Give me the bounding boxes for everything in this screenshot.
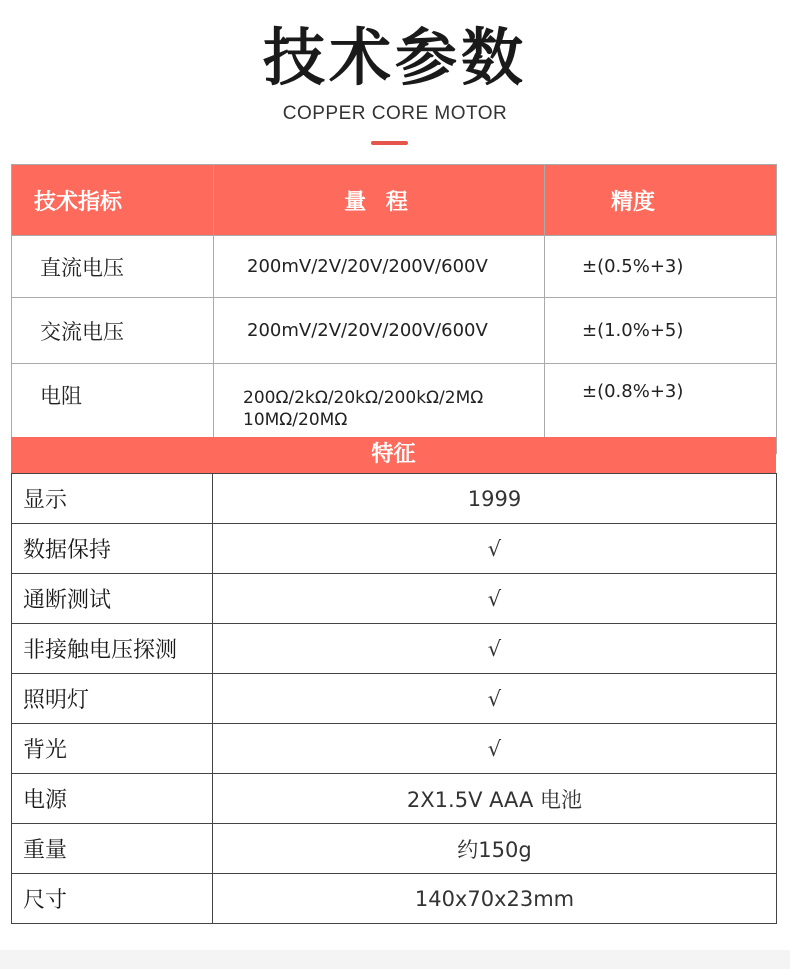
feature-label: 数据保持 xyxy=(12,524,213,574)
spec-label: 直流电压 xyxy=(12,236,214,298)
spec-accuracy: ±(0.5%+3) xyxy=(545,236,777,298)
feature-label: 照明灯 xyxy=(12,674,213,724)
check-mark-icon: √ xyxy=(213,624,777,674)
table-row xyxy=(12,674,777,724)
table-row xyxy=(12,474,777,524)
feature-value: 140x70x23mm xyxy=(213,874,777,924)
spec-accuracy: ±(1.0%+5) xyxy=(545,298,777,364)
check-mark-icon: √ xyxy=(213,574,777,624)
column-header-indicator: 技术指标 xyxy=(12,165,214,236)
table-row xyxy=(12,298,777,364)
spec-range-line-2: 10MΩ/20MΩ xyxy=(243,409,348,430)
feature-value: 约150g xyxy=(213,824,777,874)
page-subtitle: COPPER CORE MOTOR xyxy=(282,103,508,124)
feature-value: 2X1.5V AAA 电池 xyxy=(213,774,777,824)
feature-label: 尺寸 xyxy=(12,874,213,924)
table-row xyxy=(12,774,777,824)
check-mark-icon: √ xyxy=(213,674,777,724)
table-row xyxy=(12,524,777,574)
feature-label: 显示 xyxy=(12,474,213,524)
footer-strip xyxy=(0,950,790,969)
table-row xyxy=(12,874,777,924)
column-header-accuracy: 精度 xyxy=(545,165,777,236)
features-section-title: 特征 xyxy=(11,437,776,473)
spec-table xyxy=(11,164,777,454)
table-row xyxy=(12,824,777,874)
feature-label: 电源 xyxy=(12,774,213,824)
feature-label: 背光 xyxy=(12,724,213,774)
feature-label: 非接触电压探测 xyxy=(12,624,213,674)
column-header-range: 量 程 xyxy=(214,165,545,236)
table-row xyxy=(12,574,777,624)
spec-range-line-1: 200Ω/2kΩ/20kΩ/200kΩ/2MΩ xyxy=(243,387,484,408)
table-row xyxy=(12,236,777,298)
features-table xyxy=(11,473,777,924)
spec-range: 200mV/2V/20V/200V/600V xyxy=(214,236,545,298)
table-row xyxy=(12,724,777,774)
spec-label: 电阻 xyxy=(12,364,214,454)
spec-label: 交流电压 xyxy=(12,298,214,364)
page-title: 技术参数 xyxy=(262,21,527,94)
title-accent-divider xyxy=(371,141,408,145)
check-mark-icon: √ xyxy=(213,524,777,574)
table-row xyxy=(12,624,777,674)
feature-label: 通断测试 xyxy=(12,574,213,624)
check-mark-icon: √ xyxy=(213,724,777,774)
spec-accuracy: ±(0.8%+3) xyxy=(545,364,777,454)
feature-label: 重量 xyxy=(12,824,213,874)
spec-table-header xyxy=(12,165,777,236)
feature-value: 1999 xyxy=(213,474,777,524)
spec-range: 200mV/2V/20V/200V/600V xyxy=(214,298,545,364)
